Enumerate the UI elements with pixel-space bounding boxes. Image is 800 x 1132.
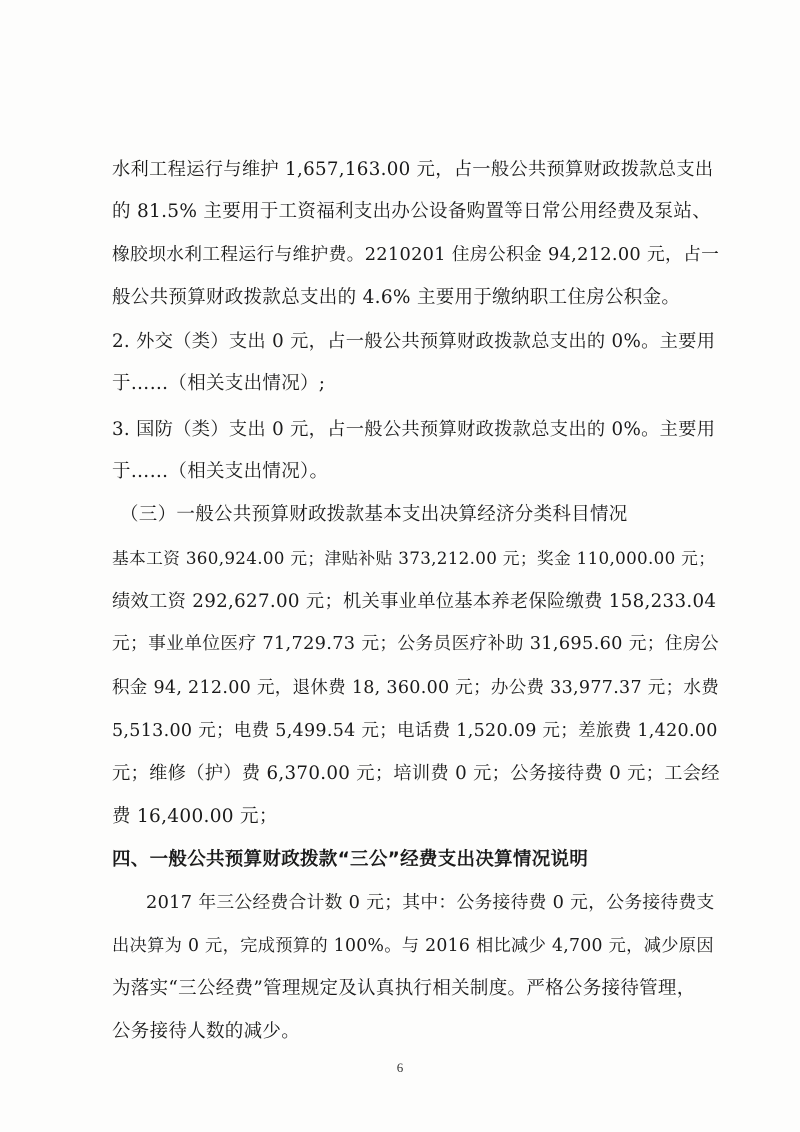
text-line: 基本工资 360,924.00 元；津贴补贴 373,212.00 元；奖金 110,000.00 元； xyxy=(112,548,716,568)
text-line: 般公共预算财政拨款总支出的 4.6% 主要用于缴纳职工住房公积金。 xyxy=(112,287,681,308)
text-line: 橡胶坝水利工程运行与维护费。2210201 住房公积金 94,212.00 元，占一 xyxy=(112,245,720,265)
page-number: 6 xyxy=(396,1060,404,1075)
text-line: 于……（相关支出情况）; xyxy=(112,373,326,394)
paragraph-line: 出决算为 0 元，完成预算的 100%。与 2016 相比减少 4,700 元，减少原因 xyxy=(112,936,714,956)
paragraph-line: 公务接待人数的减少。 xyxy=(112,1021,301,1042)
text-line: 水利工程运行与维护 1,657,163.00 元，占一般公共预算财政拨款总支出 xyxy=(112,159,714,180)
text-line: 元；维修（护）费 6,370.00 元；培训费 0 元；公务接待费 0 元；工会经 xyxy=(112,763,720,784)
subsection-heading: （三）一般公共预算财政拨款基本支出决算经济分类科目情况 xyxy=(120,504,628,525)
text-line: 5,513.00 元；电费 5,499.54 元；电话费 1,520.09 元；差旅费 1,420.00 xyxy=(112,721,718,741)
text-line: 费 16,400.00 元； xyxy=(112,806,278,827)
text-line: 绩效工资 292,627.00 元；机关事业单位基本养老保险缴费 158,233.04 xyxy=(112,591,717,612)
text-line: 2. 外交（类）支出 0 元，占一般公共预算财政拨款总支出的 0%。主要用 xyxy=(112,331,716,352)
paragraph-line: 2017 年三公经费合计数 0 元；其中：公务接待费 0 元，公务接待费支 xyxy=(146,893,715,913)
text-line: 元；事业单位医疗 71,729.73 元；公务员医疗补助 31,695.60 元；住房公 xyxy=(112,634,719,654)
text-line: 积金 94, 212.00 元，退休费 18, 360.00 元；办公费 33,977.37 元；水费 xyxy=(112,678,719,698)
text-line: 3. 国防（类）支出 0 元，占一般公共预算财政拨款总支出的 0%。主要用 xyxy=(112,419,716,440)
text-line: 于……（相关支出情况）。 xyxy=(112,461,329,482)
paragraph-line: 为落实“三公经费”管理规定及认真执行相关制度。严格公务接待管理， xyxy=(112,978,696,999)
text-line: 的 81.5% 主要用于工资福利支出办公设备购置等日常公用经费及泵站、 xyxy=(112,201,712,222)
section-heading: 四、一般公共预算财政拨款“三公”经费支出决算情况说明 xyxy=(112,849,589,870)
